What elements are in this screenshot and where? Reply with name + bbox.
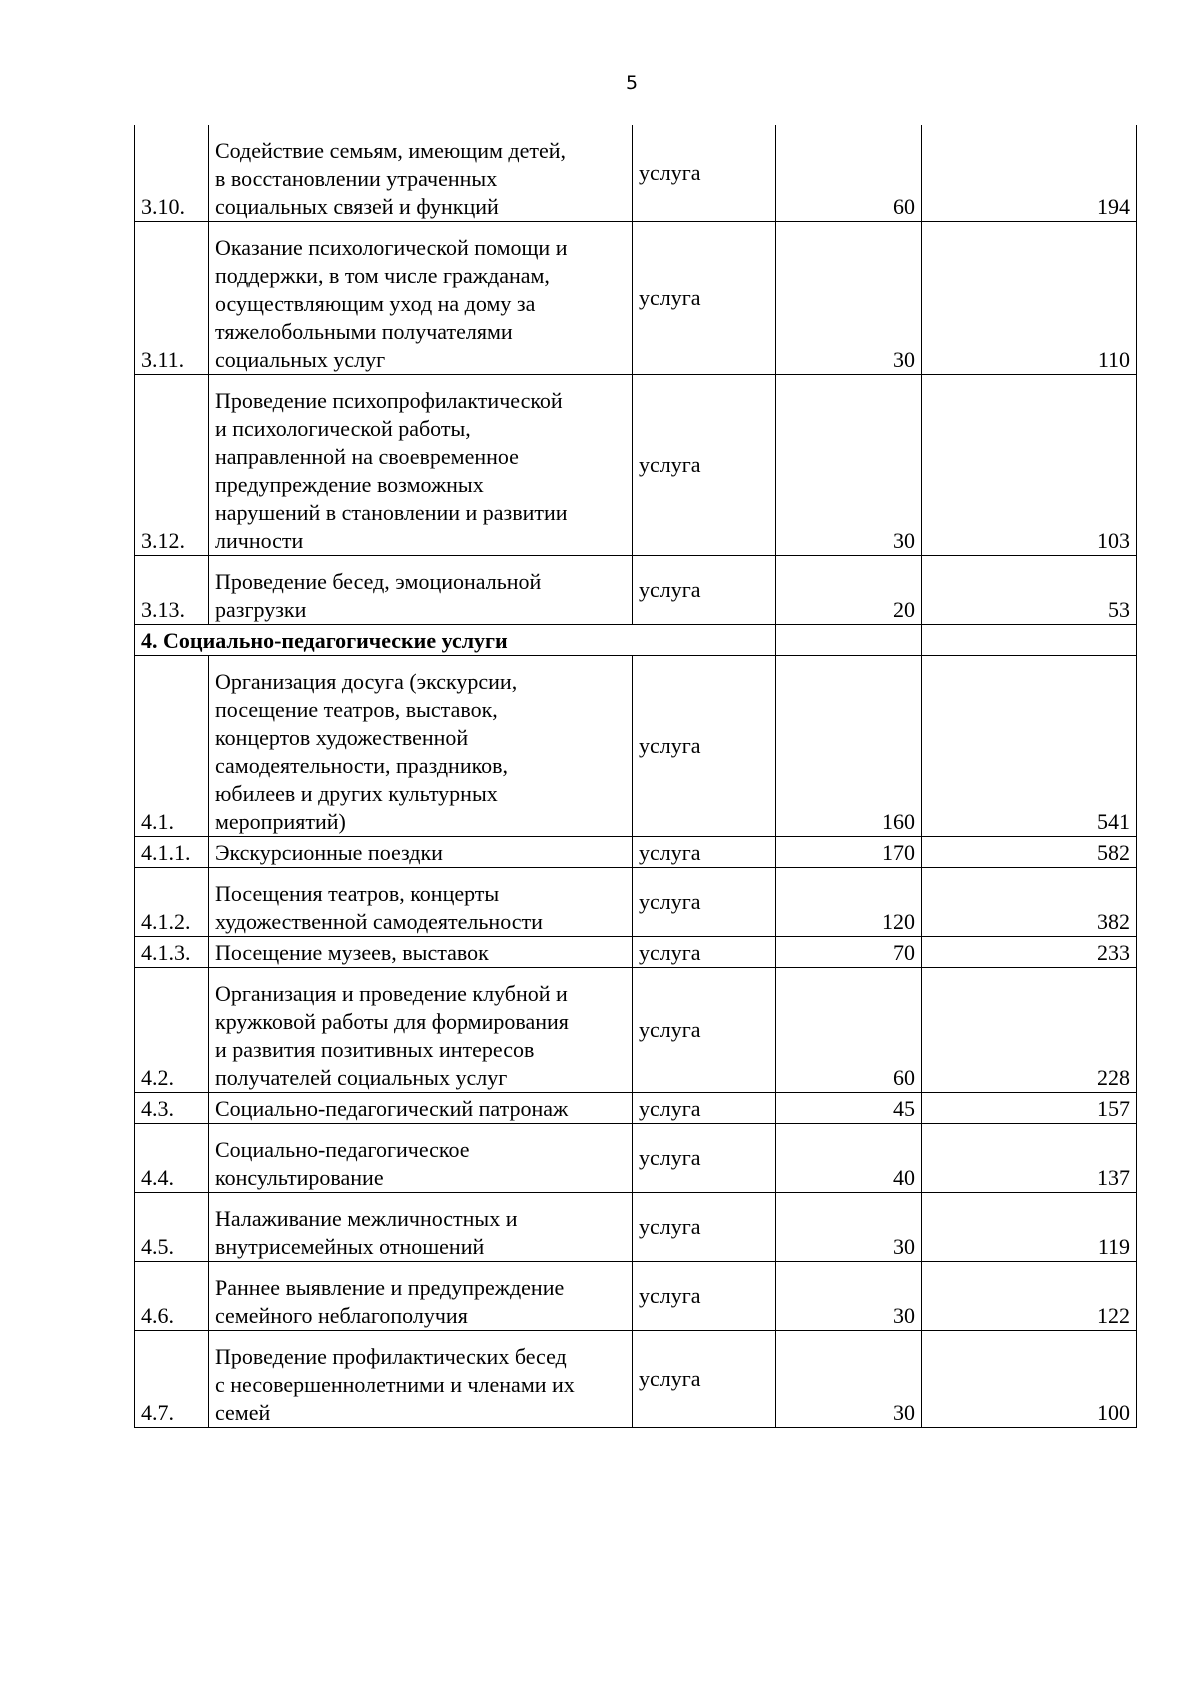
service-name-line: кружковой работы для формирования bbox=[215, 1009, 569, 1034]
service-name-line: семейного неблагополучия bbox=[215, 1303, 468, 1328]
unit-of-measure: услуга bbox=[633, 556, 776, 625]
table-row bbox=[135, 125, 1137, 222]
value-column-2: 157 bbox=[922, 1093, 1137, 1124]
unit-of-measure: услуга bbox=[633, 375, 776, 556]
service-name bbox=[209, 1331, 633, 1428]
value-column-1: 30 bbox=[776, 1262, 922, 1331]
service-name-line: и развития позитивных интересов bbox=[215, 1037, 535, 1062]
unit-of-measure: услуга bbox=[633, 937, 776, 968]
service-name-line: Социально-педагогический патронаж bbox=[215, 1096, 569, 1121]
value-column-1: 60 bbox=[776, 125, 922, 222]
value-column-2: 137 bbox=[922, 1124, 1137, 1193]
value-column-2: 110 bbox=[922, 222, 1137, 375]
service-name-line: семей bbox=[215, 1400, 271, 1425]
row-number: 4.1.1. bbox=[135, 837, 209, 868]
value-column-2: 103 bbox=[922, 375, 1137, 556]
row-number: 4.5. bbox=[135, 1193, 209, 1262]
service-name-line: с несовершеннолетними и членами их bbox=[215, 1372, 575, 1397]
empty-cell bbox=[776, 625, 922, 656]
service-name-line: Посещения театров, концерты bbox=[215, 881, 500, 906]
service-name-line: юбилеев и других культурных bbox=[215, 781, 498, 806]
service-name-line: разгрузки bbox=[215, 597, 307, 622]
unit-of-measure: услуга bbox=[633, 868, 776, 937]
value-column-1: 40 bbox=[776, 1124, 922, 1193]
value-column-2: 233 bbox=[922, 937, 1137, 968]
row-number: 4.6. bbox=[135, 1262, 209, 1331]
empty-cell bbox=[922, 625, 1137, 656]
table-row bbox=[135, 1331, 1137, 1428]
unit-of-measure: услуга bbox=[633, 222, 776, 375]
row-number: 4.3. bbox=[135, 1093, 209, 1124]
value-column-1: 30 bbox=[776, 1331, 922, 1428]
service-name-line: Посещение музеев, выставок bbox=[215, 940, 489, 965]
service-name-line: концертов художественной bbox=[215, 725, 469, 750]
service-name bbox=[209, 656, 633, 837]
value-column-2: 122 bbox=[922, 1262, 1137, 1331]
services-table-body bbox=[135, 125, 1137, 1428]
table-row bbox=[135, 968, 1137, 1093]
service-name bbox=[209, 556, 633, 625]
value-column-1: 160 bbox=[776, 656, 922, 837]
service-name-line: Социально-педагогическое bbox=[215, 1137, 470, 1162]
table-row bbox=[135, 837, 1137, 868]
service-name-line: предупреждение возможных bbox=[215, 472, 484, 497]
row-number: 4.7. bbox=[135, 1331, 209, 1428]
table-row bbox=[135, 868, 1137, 937]
value-column-2: 53 bbox=[922, 556, 1137, 625]
unit-of-measure: услуга bbox=[633, 125, 776, 222]
unit-of-measure: услуга bbox=[633, 968, 776, 1093]
value-column-1: 30 bbox=[776, 1193, 922, 1262]
service-name-line: и психологической работы, bbox=[215, 416, 471, 441]
service-name-line: Проведение бесед, эмоциональной bbox=[215, 569, 542, 594]
service-name-line: в восстановлении утраченных bbox=[215, 166, 498, 191]
value-column-2: 119 bbox=[922, 1193, 1137, 1262]
unit-of-measure: услуга bbox=[633, 1331, 776, 1428]
row-number: 4.1.3. bbox=[135, 937, 209, 968]
service-name-line: Организация досуга (экскурсии, bbox=[215, 669, 518, 694]
service-name bbox=[209, 868, 633, 937]
value-column-1: 120 bbox=[776, 868, 922, 937]
service-name-line: Организация и проведение клубной и bbox=[215, 981, 568, 1006]
service-name bbox=[209, 222, 633, 375]
unit-of-measure: услуга bbox=[633, 1262, 776, 1331]
table-row bbox=[135, 556, 1137, 625]
service-name-line: социальных услуг bbox=[215, 347, 386, 372]
service-name-line: Оказание психологической помощи и bbox=[215, 235, 568, 260]
value-column-2: 194 bbox=[922, 125, 1137, 222]
unit-of-measure: услуга bbox=[633, 837, 776, 868]
row-number: 4.2. bbox=[135, 968, 209, 1093]
page-number: 5 bbox=[625, 72, 639, 94]
row-number: 3.13. bbox=[135, 556, 209, 625]
service-name-line: направленной на своевременное bbox=[215, 444, 519, 469]
row-number: 3.12. bbox=[135, 375, 209, 556]
service-name-line: Проведение психопрофилактической bbox=[215, 388, 563, 413]
service-name bbox=[209, 1262, 633, 1331]
row-number: 4.1.2. bbox=[135, 868, 209, 937]
service-name-line: личности bbox=[215, 528, 304, 553]
table-row bbox=[135, 1193, 1137, 1262]
value-column-2: 100 bbox=[922, 1331, 1137, 1428]
service-name-line: нарушений в становлении и развитии bbox=[215, 500, 568, 525]
value-column-1: 170 bbox=[776, 837, 922, 868]
row-number: 3.10. bbox=[135, 125, 209, 222]
service-name-line: социальных связей и функций bbox=[215, 194, 499, 219]
table-row bbox=[135, 375, 1137, 556]
service-name-line: внутрисемейных отношений bbox=[215, 1234, 485, 1259]
unit-of-measure: услуга bbox=[633, 1093, 776, 1124]
service-name-line: поддержки, в том числе гражданам, bbox=[215, 263, 550, 288]
service-name bbox=[209, 837, 633, 868]
unit-of-measure: услуга bbox=[633, 1124, 776, 1193]
service-name-line: посещение театров, выставок, bbox=[215, 697, 498, 722]
services-table bbox=[134, 125, 1137, 1428]
service-name-line: художественной самодеятельности bbox=[215, 909, 543, 934]
service-name-line: Налаживание межличностных и bbox=[215, 1206, 518, 1231]
section-header-row bbox=[135, 625, 1137, 656]
unit-of-measure: услуга bbox=[633, 656, 776, 837]
value-column-2: 228 bbox=[922, 968, 1137, 1093]
table-row bbox=[135, 1093, 1137, 1124]
unit-of-measure: услуга bbox=[633, 1193, 776, 1262]
service-name bbox=[209, 968, 633, 1093]
value-column-1: 30 bbox=[776, 222, 922, 375]
service-name-line: мероприятий) bbox=[215, 809, 346, 834]
service-name-line: осуществляющим уход на дому за bbox=[215, 291, 536, 316]
value-column-1: 20 bbox=[776, 556, 922, 625]
row-number: 3.11. bbox=[135, 222, 209, 375]
service-name-line: получателей социальных услуг bbox=[215, 1065, 508, 1090]
row-number: 4.4. bbox=[135, 1124, 209, 1193]
value-column-1: 70 bbox=[776, 937, 922, 968]
service-name-line: самодеятельности, праздников, bbox=[215, 753, 509, 778]
service-name-line: консультирование bbox=[215, 1165, 384, 1190]
service-name-line: Экскурсионные поездки bbox=[215, 840, 443, 865]
service-name-line: Проведение профилактических бесед bbox=[215, 1344, 567, 1369]
table-row bbox=[135, 656, 1137, 837]
value-column-1: 45 bbox=[776, 1093, 922, 1124]
service-name-line: Содействие семьям, имеющим детей, bbox=[215, 138, 567, 163]
table-row bbox=[135, 1262, 1137, 1331]
service-name bbox=[209, 125, 633, 222]
service-name bbox=[209, 1193, 633, 1262]
value-column-1: 30 bbox=[776, 375, 922, 556]
table-row bbox=[135, 1124, 1137, 1193]
table-row bbox=[135, 937, 1137, 968]
value-column-1: 60 bbox=[776, 968, 922, 1093]
service-name bbox=[209, 937, 633, 968]
value-column-2: 382 bbox=[922, 868, 1137, 937]
service-name-line: Раннее выявление и предупреждение bbox=[215, 1275, 565, 1300]
table-row bbox=[135, 222, 1137, 375]
service-name bbox=[209, 1124, 633, 1193]
row-number: 4.1. bbox=[135, 656, 209, 837]
value-column-2: 582 bbox=[922, 837, 1137, 868]
service-name-line: тяжелобольными получателями bbox=[215, 319, 513, 344]
value-column-2: 541 bbox=[922, 656, 1137, 837]
service-name bbox=[209, 1093, 633, 1124]
service-name bbox=[209, 375, 633, 556]
section-title: 4. Социально-педагогические услуги bbox=[135, 625, 776, 656]
